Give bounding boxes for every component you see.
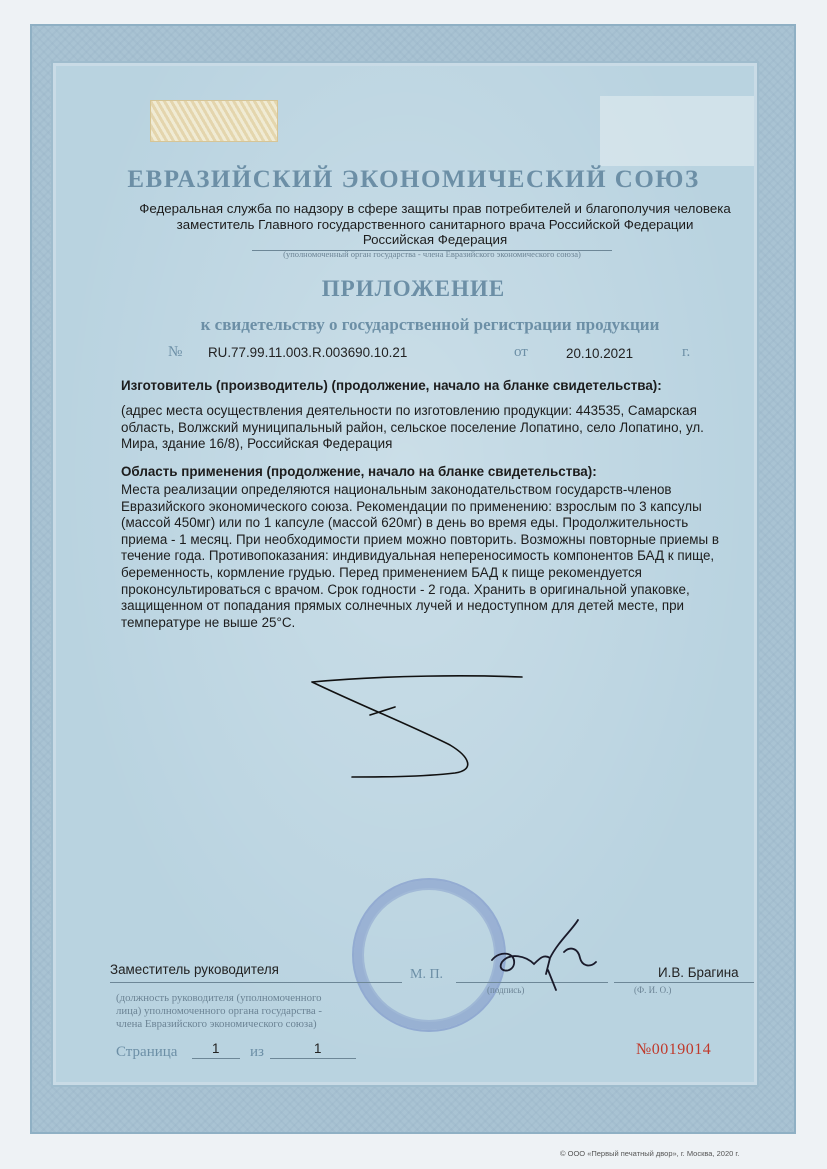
official-stamp — [352, 878, 506, 1032]
union-title: ЕВРАЗИЙСКИЙ ЭКОНОМИЧЕСКИЙ СОЮЗ — [127, 166, 700, 193]
agency-caption: (уполномоченный орган государства - члена Евразийского экономического союза) — [283, 249, 581, 259]
annex-subtitle: к свидетельству о государственной регистрации продукции — [200, 315, 660, 334]
text-line: Евразийского экономического союза. Рекомендации по применению: взрослым по 3 капсулы — [121, 498, 702, 514]
text-line: защищенном от попадания прямых солнечных лучей и недоступном для детей месте, при — [121, 598, 685, 614]
agency-line: заместитель Главного государственного санитарного врача Российской Федерации — [176, 216, 694, 232]
page-total: 1 — [314, 1041, 322, 1056]
text-line: (массой 450мг) или по 1 капсуле (массой 620мг) в день во время еды. Продолжительность — [121, 515, 689, 531]
signatory-name: И.В. Брагина — [658, 965, 739, 980]
position-caption — [116, 992, 322, 1031]
handwritten-signature — [486, 912, 601, 992]
text-line: (адрес места осуществления деятельности по изготовлению продукции: 443535, Самарская — [121, 403, 697, 418]
mp-mark: М. П. — [410, 967, 444, 982]
page-number: 1 — [212, 1041, 220, 1056]
text-line: Места реализации определяются национальным законодательством государств-членов — [121, 482, 672, 497]
agency-line: Российская Федерация — [362, 232, 508, 247]
text-line: температуре не выше 25°С. — [121, 614, 296, 630]
text-line: область, Волжский муниципальный район, сельское поселение Лопатино, село Лопатино, ул. — [121, 419, 704, 435]
corner-patch — [600, 96, 754, 166]
caption-line: лица) уполномоченного органа государства - — [116, 1005, 322, 1017]
printer-credit: © ООО «Первый печатный двор», г. Москва, 2020 г. — [560, 1149, 740, 1158]
signatory-position: Заместитель руководителя — [110, 962, 279, 977]
serial-number: №0019014 — [636, 1041, 712, 1058]
registration-number: RU.77.99.11.003.R.003690.10.21 — [208, 345, 408, 360]
total-underline — [270, 1058, 356, 1059]
caption-line: (должность руководителя (уполномоченного — [116, 992, 322, 1004]
agency-line: Федеральная служба по надзору в сфере защиты прав потребителей и благополучия человека — [139, 201, 731, 216]
registration-date: 20.10.2021 — [566, 346, 634, 361]
application-text — [121, 482, 741, 631]
text-line: проконсультироваться с врачом. Срок годности - 2 года. Хранить в оригинальной упаковке, — [121, 581, 690, 597]
date-label: от — [514, 344, 528, 360]
number-label: № — [168, 344, 183, 360]
application-heading: Область применения (продолжение, начало на бланке свидетельства): — [121, 464, 597, 479]
name-underline — [614, 982, 754, 983]
hologram-sticker — [150, 100, 278, 142]
signature-caption: (подпись) — [487, 985, 525, 995]
page-underline — [192, 1058, 240, 1059]
manufacturer-address — [121, 403, 741, 453]
name-caption: (Ф. И. О.) — [634, 985, 672, 995]
text-line: приема - 1 месяц. При необходимости прием можно повторить. Возможны повторные приемы в — [121, 531, 719, 547]
text-line: Мира, здание 16/8), Российская Федерация — [121, 436, 393, 452]
page-label: Страница — [116, 1044, 178, 1060]
of-label: из — [250, 1044, 264, 1060]
position-underline — [110, 982, 402, 983]
z-strike-mark — [300, 665, 530, 790]
annex-title: ПРИЛОЖЕНИЕ — [321, 276, 506, 301]
text-line: беременность, кормление грудью. Перед применением БАД к пище рекомендуется — [121, 564, 642, 580]
year-suffix: г. — [682, 344, 691, 360]
manufacturer-heading: Изготовитель (производитель) (продолжение, начало на бланке свидетельства): — [121, 378, 662, 393]
agency-block — [110, 201, 760, 248]
text-line: течение года. Противопоказания: индивидуальная непереносимость компонентов БАД к пище, — [121, 548, 715, 564]
caption-line: члена Евразийского экономического союза) — [116, 1018, 317, 1030]
